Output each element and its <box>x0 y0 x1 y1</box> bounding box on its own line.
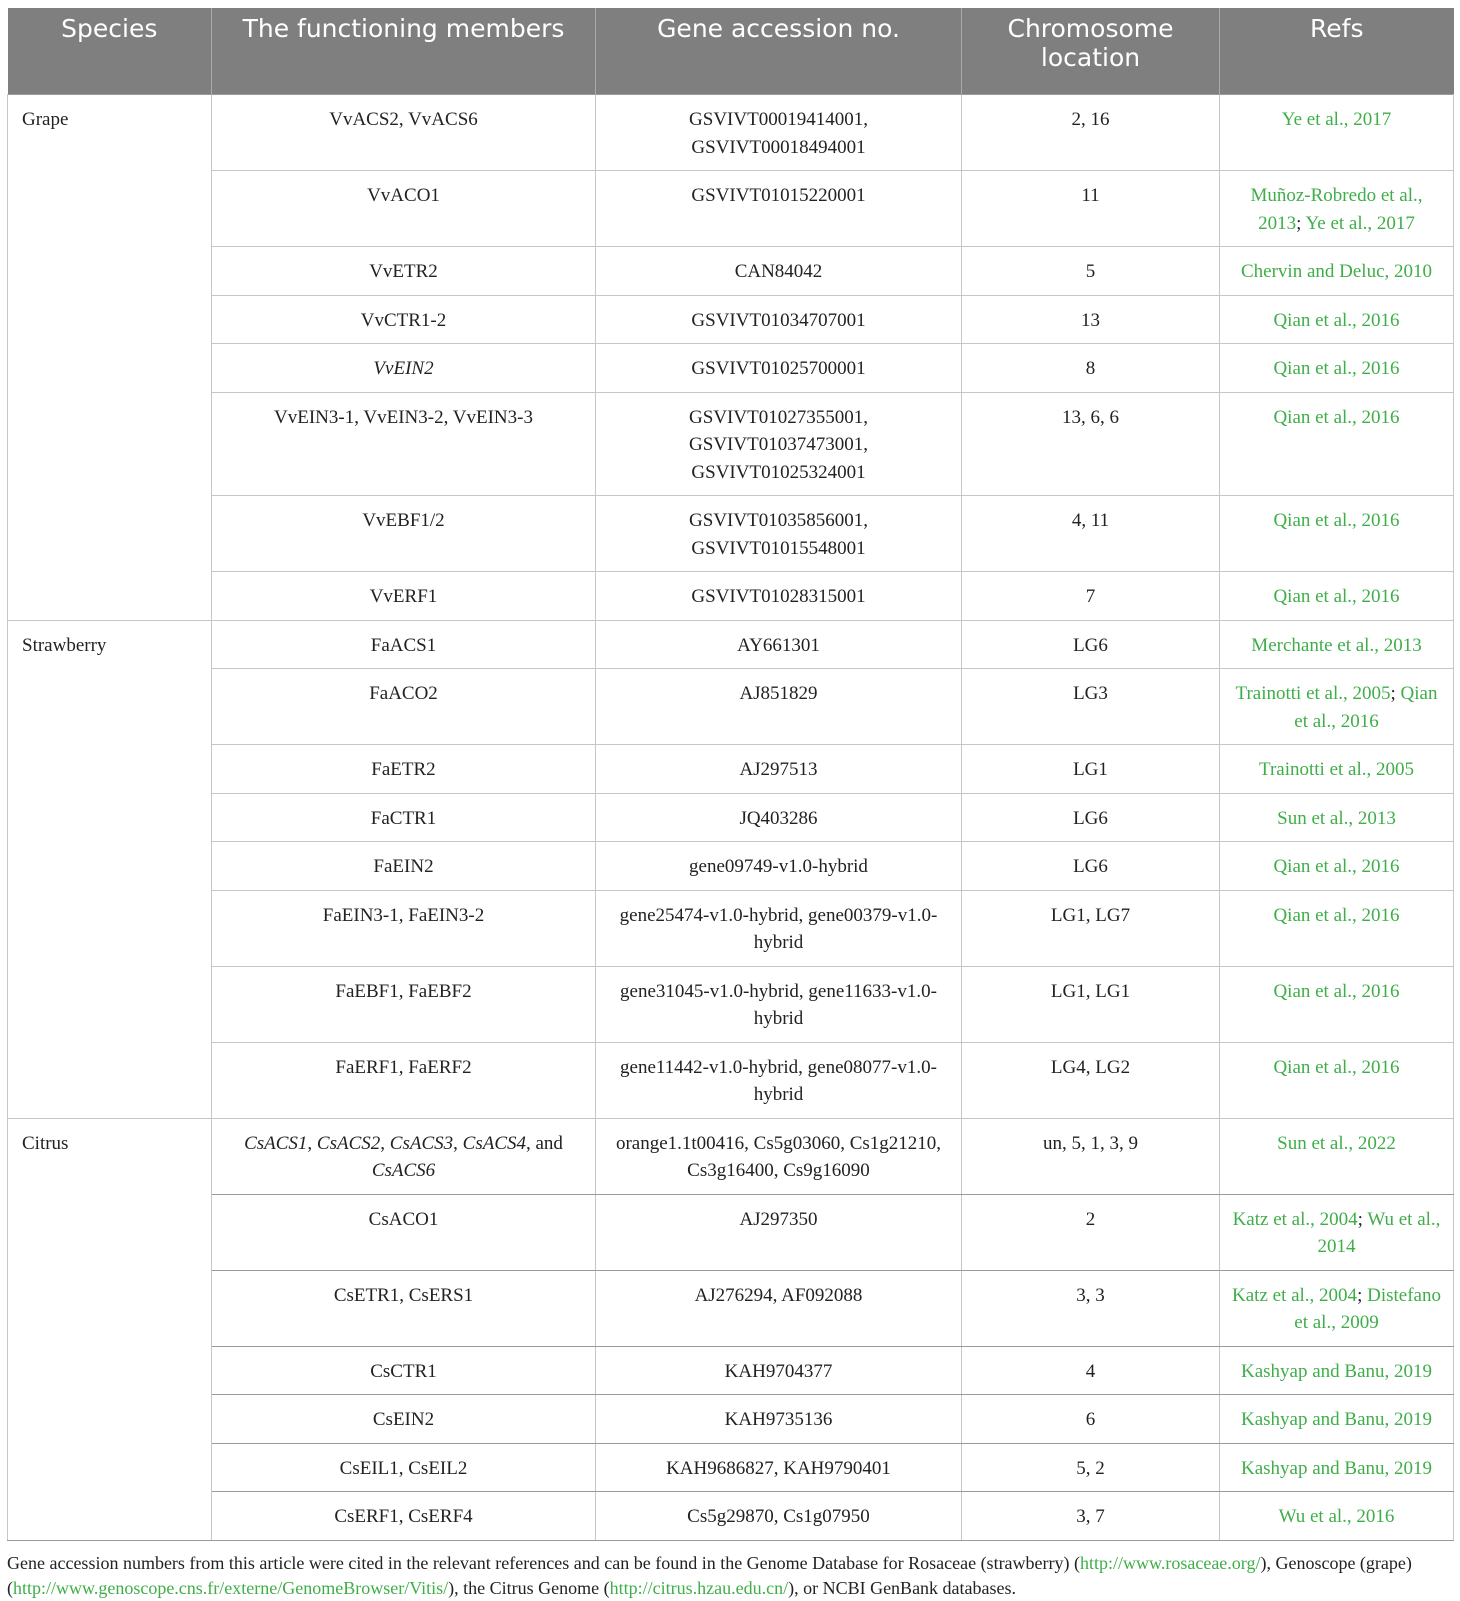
table-row <box>8 1194 1454 1270</box>
table-row <box>8 620 1454 669</box>
chromosome-cell: 13, 6, 6 <box>962 392 1220 496</box>
refs-cell <box>1220 620 1454 669</box>
table-row <box>8 1270 1454 1346</box>
reference-link[interactable]: Muñoz-Robredo et al., 2013 <box>1250 185 1423 234</box>
table-body <box>8 95 1454 1541</box>
table-row <box>8 1118 1454 1194</box>
refs-cell <box>1220 966 1454 1042</box>
reference-link[interactable]: Kashyap and Banu, 2019 <box>1240 1457 1433 1479</box>
refs-cell <box>1220 247 1454 296</box>
chromosome-cell: LG6 <box>962 842 1220 891</box>
members-cell: CsEIN2 <box>212 1395 596 1444</box>
accession-cell: AJ297513 <box>596 745 962 794</box>
chromosome-cell: LG6 <box>962 620 1220 669</box>
rosaceae-link[interactable]: http://www.rosaceae.org/ <box>1080 1552 1261 1573</box>
accession-cell: GSVIVT00019414001, GSVIVT00018494001 <box>596 95 962 171</box>
accession-cell: AJ297350 <box>596 1194 962 1270</box>
table-row <box>8 1042 1454 1118</box>
table-row <box>8 247 1454 296</box>
refs-cell <box>1220 1492 1454 1541</box>
reference-link[interactable]: Sun et al., 2022 <box>1277 1132 1396 1154</box>
chromosome-cell: 5 <box>962 247 1220 296</box>
refs-cell: Muñoz-Robredo et al., 2013; Ye et al., 2017 <box>1220 171 1454 247</box>
table-container <box>7 8 1453 1601</box>
refs-cell <box>1220 1346 1454 1395</box>
reference-link[interactable]: Trainotti et al., 2005 <box>1259 759 1414 780</box>
accession-cell: KAH9735136 <box>596 1395 962 1444</box>
refs-cell <box>1220 344 1454 393</box>
members-cell: FaETR2 <box>212 745 596 794</box>
accession-cell: Cs5g29870, Cs1g07950 <box>596 1492 962 1541</box>
chromosome-cell: 3, 3 <box>962 1270 1220 1346</box>
members-cell: VvERF1 <box>212 572 596 621</box>
table-row <box>8 1492 1454 1541</box>
accession-cell: GSVIVT01035856001, GSVIVT01015548001 <box>596 496 962 572</box>
species-cell: Strawberry <box>8 620 212 1118</box>
reference-link[interactable]: Ye et al., 2017 <box>1281 109 1392 130</box>
members-cell: FaCTR1 <box>212 793 596 842</box>
chromosome-cell: 4, 11 <box>962 496 1220 572</box>
accession-cell: gene31045-v1.0-hybrid, gene11633-v1.0-hybrid <box>596 966 962 1042</box>
species-cell: Grape <box>8 95 212 621</box>
refs-cell: Trainotti et al., 2005; Qian et al., 2016 <box>1220 669 1454 745</box>
members-cell: CsCTR1 <box>212 1346 596 1395</box>
accession-cell: CAN84042 <box>596 247 962 296</box>
reference-link[interactable]: Katz et al., 2004 <box>1232 1284 1358 1306</box>
reference-link[interactable]: Qian et al., 2016 <box>1273 980 1400 1002</box>
members-cell: CsERF1, CsERF4 <box>212 1492 596 1541</box>
accession-cell: gene25474-v1.0-hybrid, gene00379-v1.0-hybrid <box>596 890 962 966</box>
ethylene-genes-table <box>7 8 1454 1541</box>
header-species: Species <box>8 8 212 95</box>
chromosome-cell: LG4, LG2 <box>962 1042 1220 1118</box>
reference-link[interactable]: Qian et al., 2016 <box>1273 904 1400 926</box>
accession-cell: AY661301 <box>596 620 962 669</box>
refs-cell <box>1220 745 1454 794</box>
reference-link[interactable]: Katz et al., 2004 <box>1232 1208 1358 1230</box>
header-members: The functioning members <box>212 8 596 95</box>
table-row <box>8 496 1454 572</box>
reference-link[interactable]: Kashyap and Banu, 2019 <box>1240 1360 1433 1382</box>
chromosome-cell: 13 <box>962 295 1220 344</box>
refs-cell: Katz et al., 2004; Distefano et al., 2009 <box>1220 1270 1454 1346</box>
chromosome-cell: un, 5, 1, 3, 9 <box>962 1118 1220 1194</box>
reference-link[interactable]: Wu et al., 2016 <box>1278 1506 1395 1527</box>
table-row <box>8 392 1454 496</box>
members-cell: CsETR1, CsERS1 <box>212 1270 596 1346</box>
header-refs: Refs <box>1220 8 1454 95</box>
reference-link[interactable]: Qian et al., 2016 <box>1273 856 1400 877</box>
reference-link[interactable]: Qian et al., 2016 <box>1273 586 1400 607</box>
table-header <box>8 8 1454 95</box>
members-cell: FaEIN3-1, FaEIN3-2 <box>212 890 596 966</box>
table-row <box>8 793 1454 842</box>
table-row <box>8 95 1454 171</box>
refs-cell: Katz et al., 2004; Wu et al., 2014 <box>1220 1194 1454 1270</box>
reference-link[interactable]: Qian et al., 2016 <box>1273 1056 1400 1078</box>
table-row <box>8 890 1454 966</box>
accession-cell: GSVIVT01034707001 <box>596 295 962 344</box>
members-cell: VvACO1 <box>212 171 596 247</box>
refs-cell <box>1220 496 1454 572</box>
table-footnote: Gene accession numbers from this article were cited in the relevant references and can be found in the Genome Database for Rosaceae (strawberry) (http://www.rosaceae.org/), Genoscope (grape) (http://www.genoscope.cns.fr/externe/GenomeBrowser/Vitis/), the Citrus Genome (http://citrus.hzau.edu.cn/), or NCBI GenBank databases. <box>7 1552 1412 1598</box>
accession-cell: JQ403286 <box>596 793 962 842</box>
genoscope-link[interactable]: http://www.genoscope.cns.fr/externe/GenomeBrowser/Vitis/ <box>13 1577 449 1598</box>
table-row <box>8 344 1454 393</box>
accession-cell: GSVIVT01015220001 <box>596 171 962 247</box>
accession-cell: gene09749-v1.0-hybrid <box>596 842 962 891</box>
chromosome-cell: 2 <box>962 1194 1220 1270</box>
citrus-genome-link[interactable]: http://citrus.hzau.edu.cn/ <box>609 1577 789 1598</box>
accession-cell: GSVIVT01028315001 <box>596 572 962 621</box>
members-cell: FaERF1, FaERF2 <box>212 1042 596 1118</box>
reference-link[interactable]: Qian et al., 2016 <box>1273 406 1400 428</box>
reference-link[interactable]: Merchante et al., 2013 <box>1251 634 1422 656</box>
reference-link[interactable]: Kashyap and Banu, 2019 <box>1240 1409 1433 1430</box>
table-row <box>8 745 1454 794</box>
refs-cell <box>1220 1118 1454 1194</box>
refs-cell <box>1220 793 1454 842</box>
reference-link[interactable]: Trainotti et al., 2005 <box>1235 683 1391 704</box>
chromosome-cell: LG3 <box>962 669 1220 745</box>
accession-cell: KAH9704377 <box>596 1346 962 1395</box>
reference-link[interactable]: Chervin and Deluc, 2010 <box>1240 261 1432 282</box>
members-cell: FaEIN2 <box>212 842 596 891</box>
members-cell: CsACS1, CsACS2, CsACS3, CsACS4, and CsACS6 <box>212 1118 596 1194</box>
members-cell: CsEIL1, CsEIL2 <box>212 1443 596 1492</box>
members-cell: VvEIN2 <box>212 344 596 393</box>
members-cell: FaACO2 <box>212 669 596 745</box>
members-cell: VvACS2, VvACS6 <box>212 95 596 171</box>
chromosome-cell: LG1, LG1 <box>962 966 1220 1042</box>
reference-link[interactable]: Ye et al., 2017 <box>1305 212 1415 234</box>
table-row <box>8 1443 1454 1492</box>
reference-link[interactable]: Qian et al., 2016 <box>1273 510 1400 531</box>
accession-cell: orange1.1t00416, Cs5g03060, Cs1g21210, Cs3g16400, Cs9g16090 <box>596 1118 962 1194</box>
table-row <box>8 669 1454 745</box>
table-row <box>8 295 1454 344</box>
table-row <box>8 1395 1454 1444</box>
members-cell: VvCTR1-2 <box>212 295 596 344</box>
members-cell: FaACS1 <box>212 620 596 669</box>
chromosome-cell: 6 <box>962 1395 1220 1444</box>
chromosome-cell: 2, 16 <box>962 95 1220 171</box>
members-cell: VvEIN3-1, VvEIN3-2, VvEIN3-3 <box>212 392 596 496</box>
refs-cell <box>1220 842 1454 891</box>
accession-cell: gene11442-v1.0-hybrid, gene08077-v1.0-hybrid <box>596 1042 962 1118</box>
refs-cell <box>1220 392 1454 496</box>
header-chromosome: Chromosome location <box>962 8 1220 95</box>
refs-cell <box>1220 1042 1454 1118</box>
chromosome-cell: 5, 2 <box>962 1443 1220 1492</box>
reference-link[interactable]: Qian et al., 2016 <box>1294 683 1438 732</box>
table-row <box>8 572 1454 621</box>
chromosome-cell: LG6 <box>962 793 1220 842</box>
refs-cell <box>1220 1395 1454 1444</box>
table-row <box>8 171 1454 247</box>
members-cell: FaEBF1, FaEBF2 <box>212 966 596 1042</box>
refs-cell <box>1220 1443 1454 1492</box>
table-row <box>8 966 1454 1042</box>
reference-link[interactable]: Qian et al., 2016 <box>1273 309 1400 331</box>
members-cell: VvETR2 <box>212 247 596 296</box>
chromosome-cell: 4 <box>962 1346 1220 1395</box>
accession-cell: AJ851829 <box>596 669 962 745</box>
header-accession: Gene accession no. <box>596 8 962 95</box>
chromosome-cell: LG1 <box>962 745 1220 794</box>
accession-cell: GSVIVT01025700001 <box>596 344 962 393</box>
chromosome-cell: 8 <box>962 344 1220 393</box>
members-cell: CsACO1 <box>212 1194 596 1270</box>
accession-cell: KAH9686827, KAH9790401 <box>596 1443 962 1492</box>
chromosome-cell: 3, 7 <box>962 1492 1220 1541</box>
table-row <box>8 842 1454 891</box>
refs-cell <box>1220 95 1454 171</box>
refs-cell <box>1220 572 1454 621</box>
reference-link[interactable]: Wu et al., 2014 <box>1317 1208 1441 1257</box>
refs-cell <box>1220 295 1454 344</box>
species-cell: Citrus <box>8 1118 212 1540</box>
accession-cell: GSVIVT01027355001, GSVIVT01037473001, GSVIVT01025324001 <box>596 392 962 496</box>
members-cell: VvEBF1/2 <box>212 496 596 572</box>
accession-cell: AJ276294, AF092088 <box>596 1270 962 1346</box>
chromosome-cell: LG1, LG7 <box>962 890 1220 966</box>
reference-link[interactable]: Qian et al., 2016 <box>1273 358 1400 379</box>
chromosome-cell: 7 <box>962 572 1220 621</box>
refs-cell <box>1220 890 1454 966</box>
table-row <box>8 1346 1454 1395</box>
chromosome-cell: 11 <box>962 171 1220 247</box>
reference-link[interactable]: Distefano et al., 2009 <box>1294 1284 1441 1333</box>
reference-link[interactable]: Sun et al., 2013 <box>1277 807 1396 829</box>
